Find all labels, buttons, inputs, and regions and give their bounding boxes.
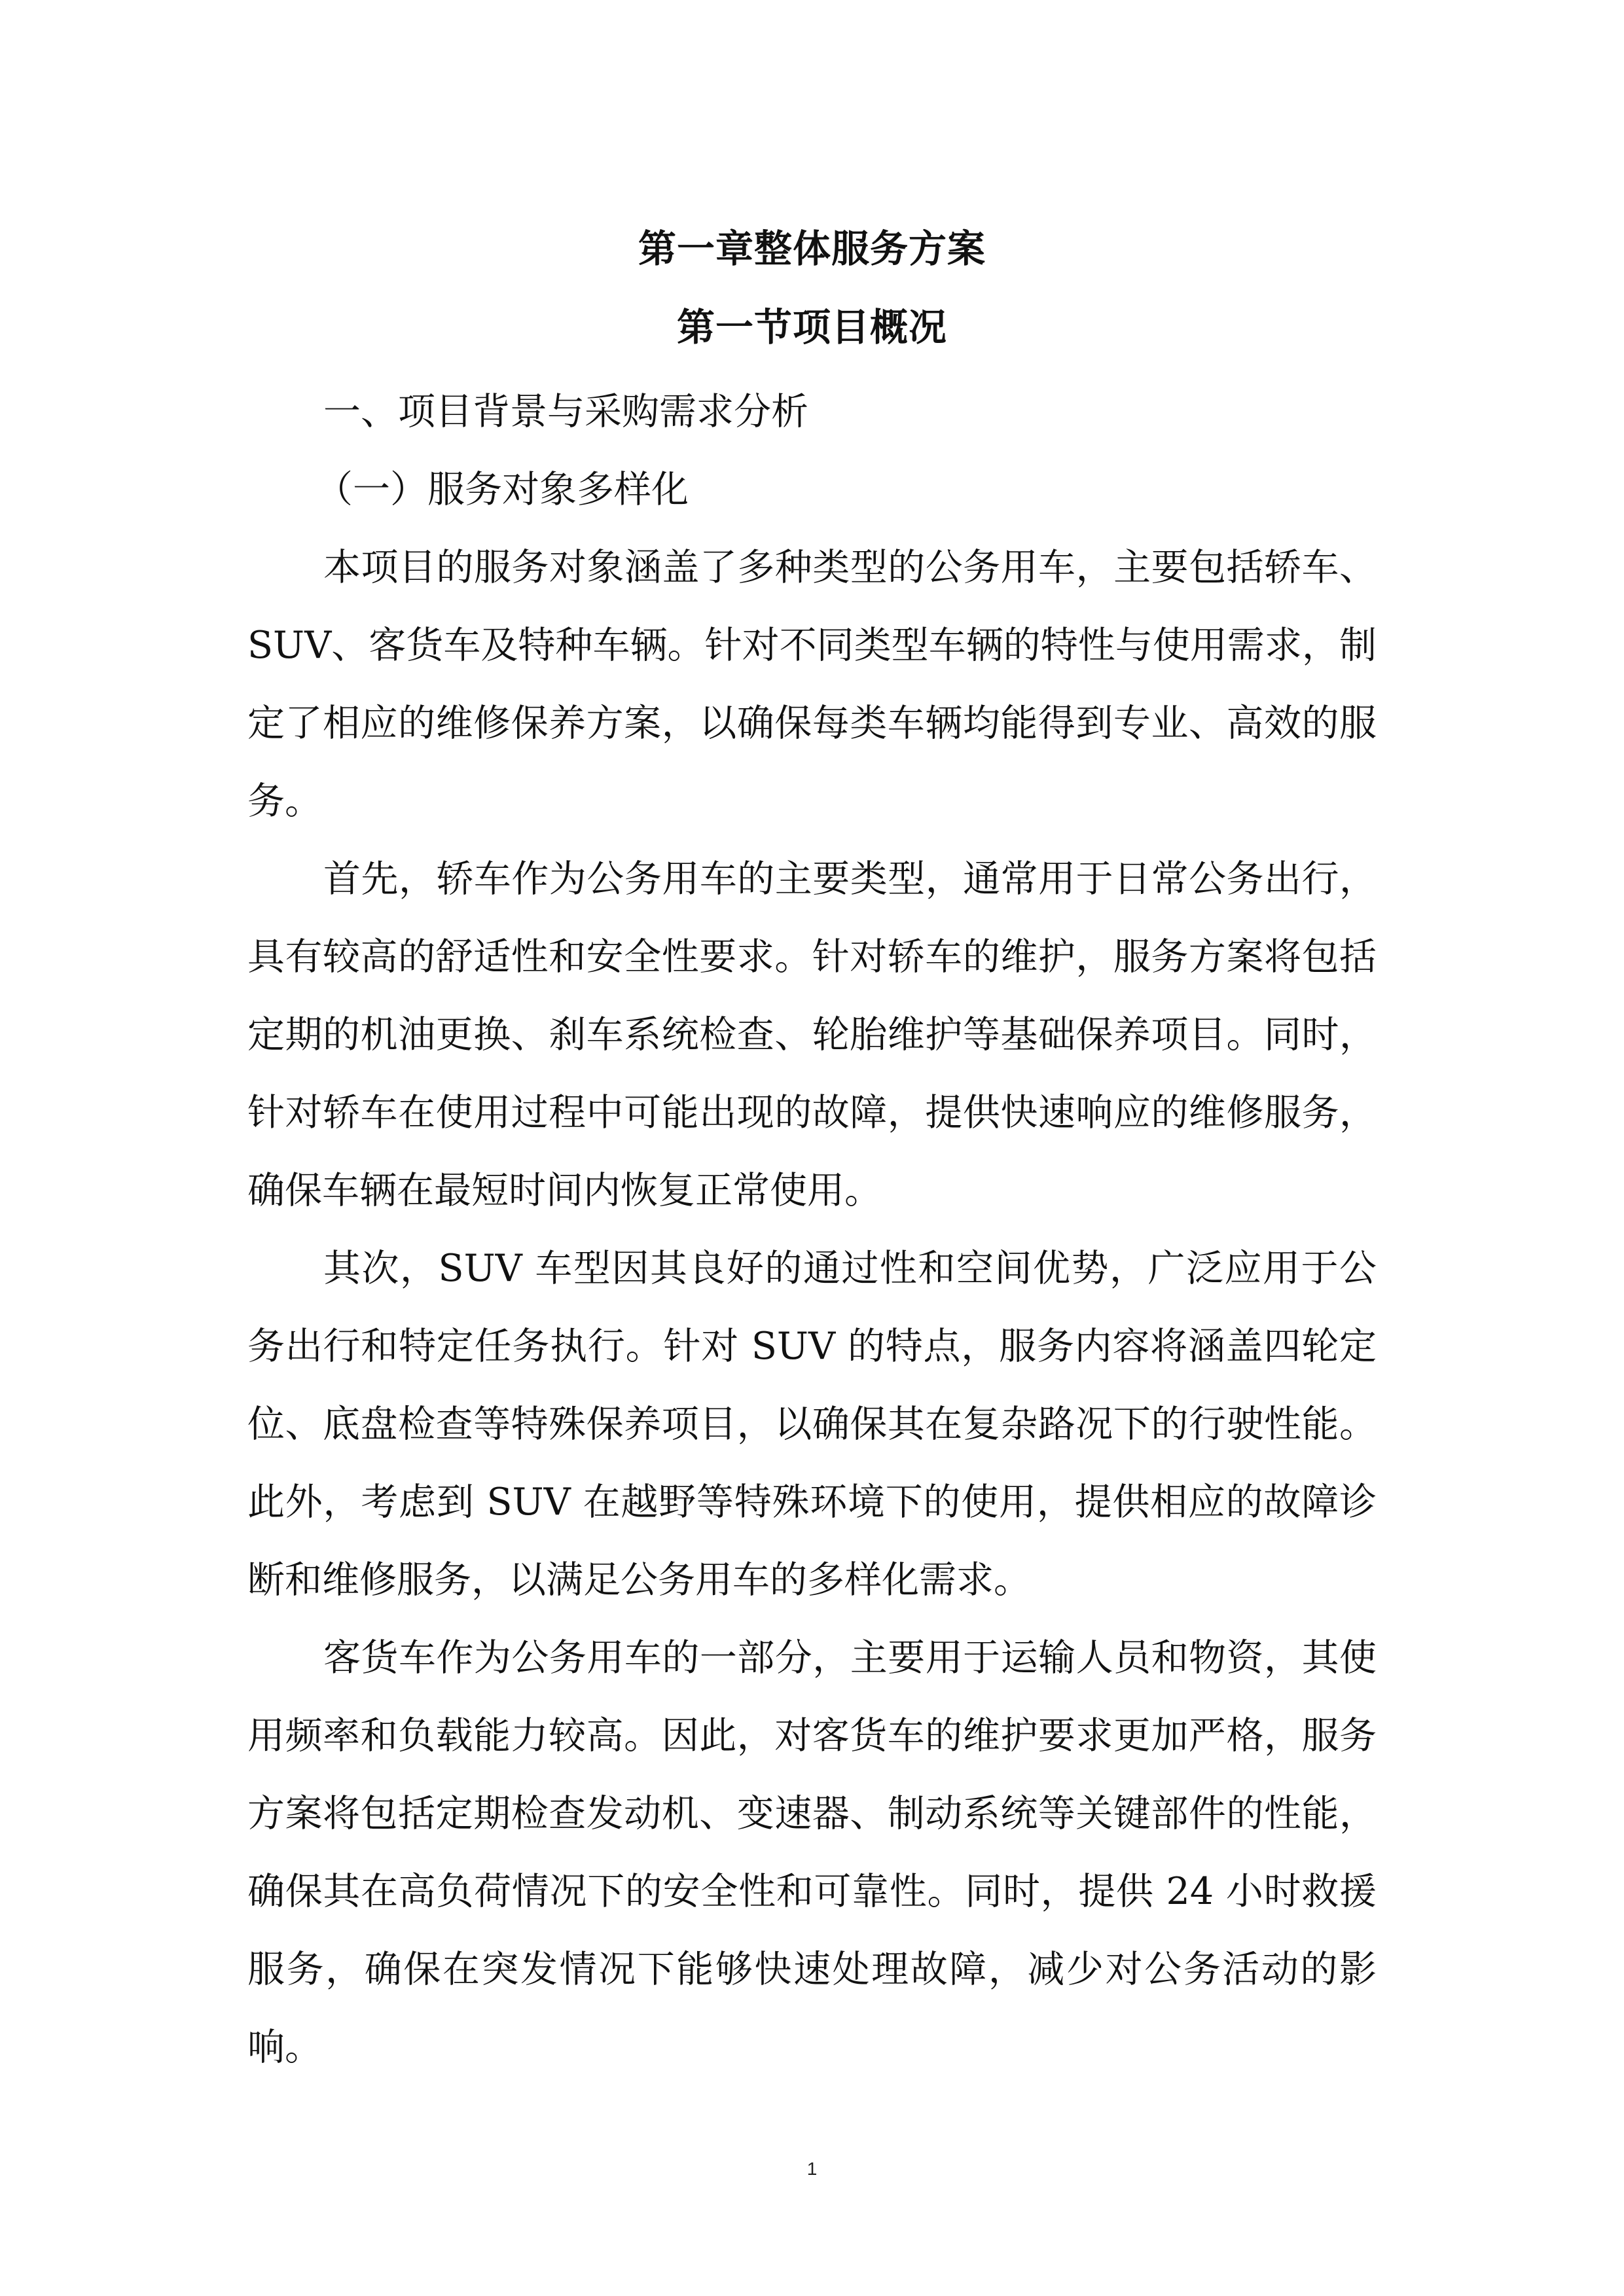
paragraph: 客货车作为公务用车的一部分，主要用于运输人员和物资，其使用频率和负载能力较高。因此，对客货车的维护要求更加严格，服务方案将包括定期检查发动机、变速器、制动系统等关键部件的性能，确保其在高负荷情况下的安全性和可靠性。同时，提供 24 小时救援服务，确保在突发情况下能够快速处理故障，减少对公务活动的影响。 [247,1636,1377,2069]
paragraph: 本项目的服务对象涵盖了多种类型的公务用车，主要包括轿车、SUV、客货车及特种车辆。针对不同类型车辆的特性与使用需求，制定了相应的维修保养方案，以确保每类车辆均能得到专业、高效的服务。 [247,546,1377,823]
paragraph: 其次，SUV 车型因其良好的通过性和空间优势，广泛应用于公务出行和特定任务执行。针对 SUV 的特点，服务内容将涵盖四轮定位、底盘检查等特殊保养项目，以确保其在复杂路况下的行驶性能。此外，考虑到 SUV 在越野等特殊环境下的使用，提供相应的故障诊断和维修服务，以满足公务用车的多样化需求。 [247,1247,1377,1602]
heading-project-background: 一、项目背景与采购需求分析 [323,390,808,433]
paragraph: 首先，轿车作为公务用车的主要类型，通常用于日常公务出行，具有较高的舒适性和安全性要求。针对轿车的维护，服务方案将包括定期的机油更换、刹车系统检查、轮胎维护等基础保养项目。同时，针对轿车在使用过程中可能出现的故障，提供快速响应的维修服务，确保车辆在最短时间内恢复正常使用。 [247,857,1377,1212]
chapter-title: 第一章整体服务方案 [638,226,986,271]
section-title: 第一节项目概况 [676,305,947,350]
page-number: 1 [806,2159,818,2179]
subheading-service-diversity: （一）服务对象多样化 [316,468,689,511]
document-body [247,373,1377,2087]
